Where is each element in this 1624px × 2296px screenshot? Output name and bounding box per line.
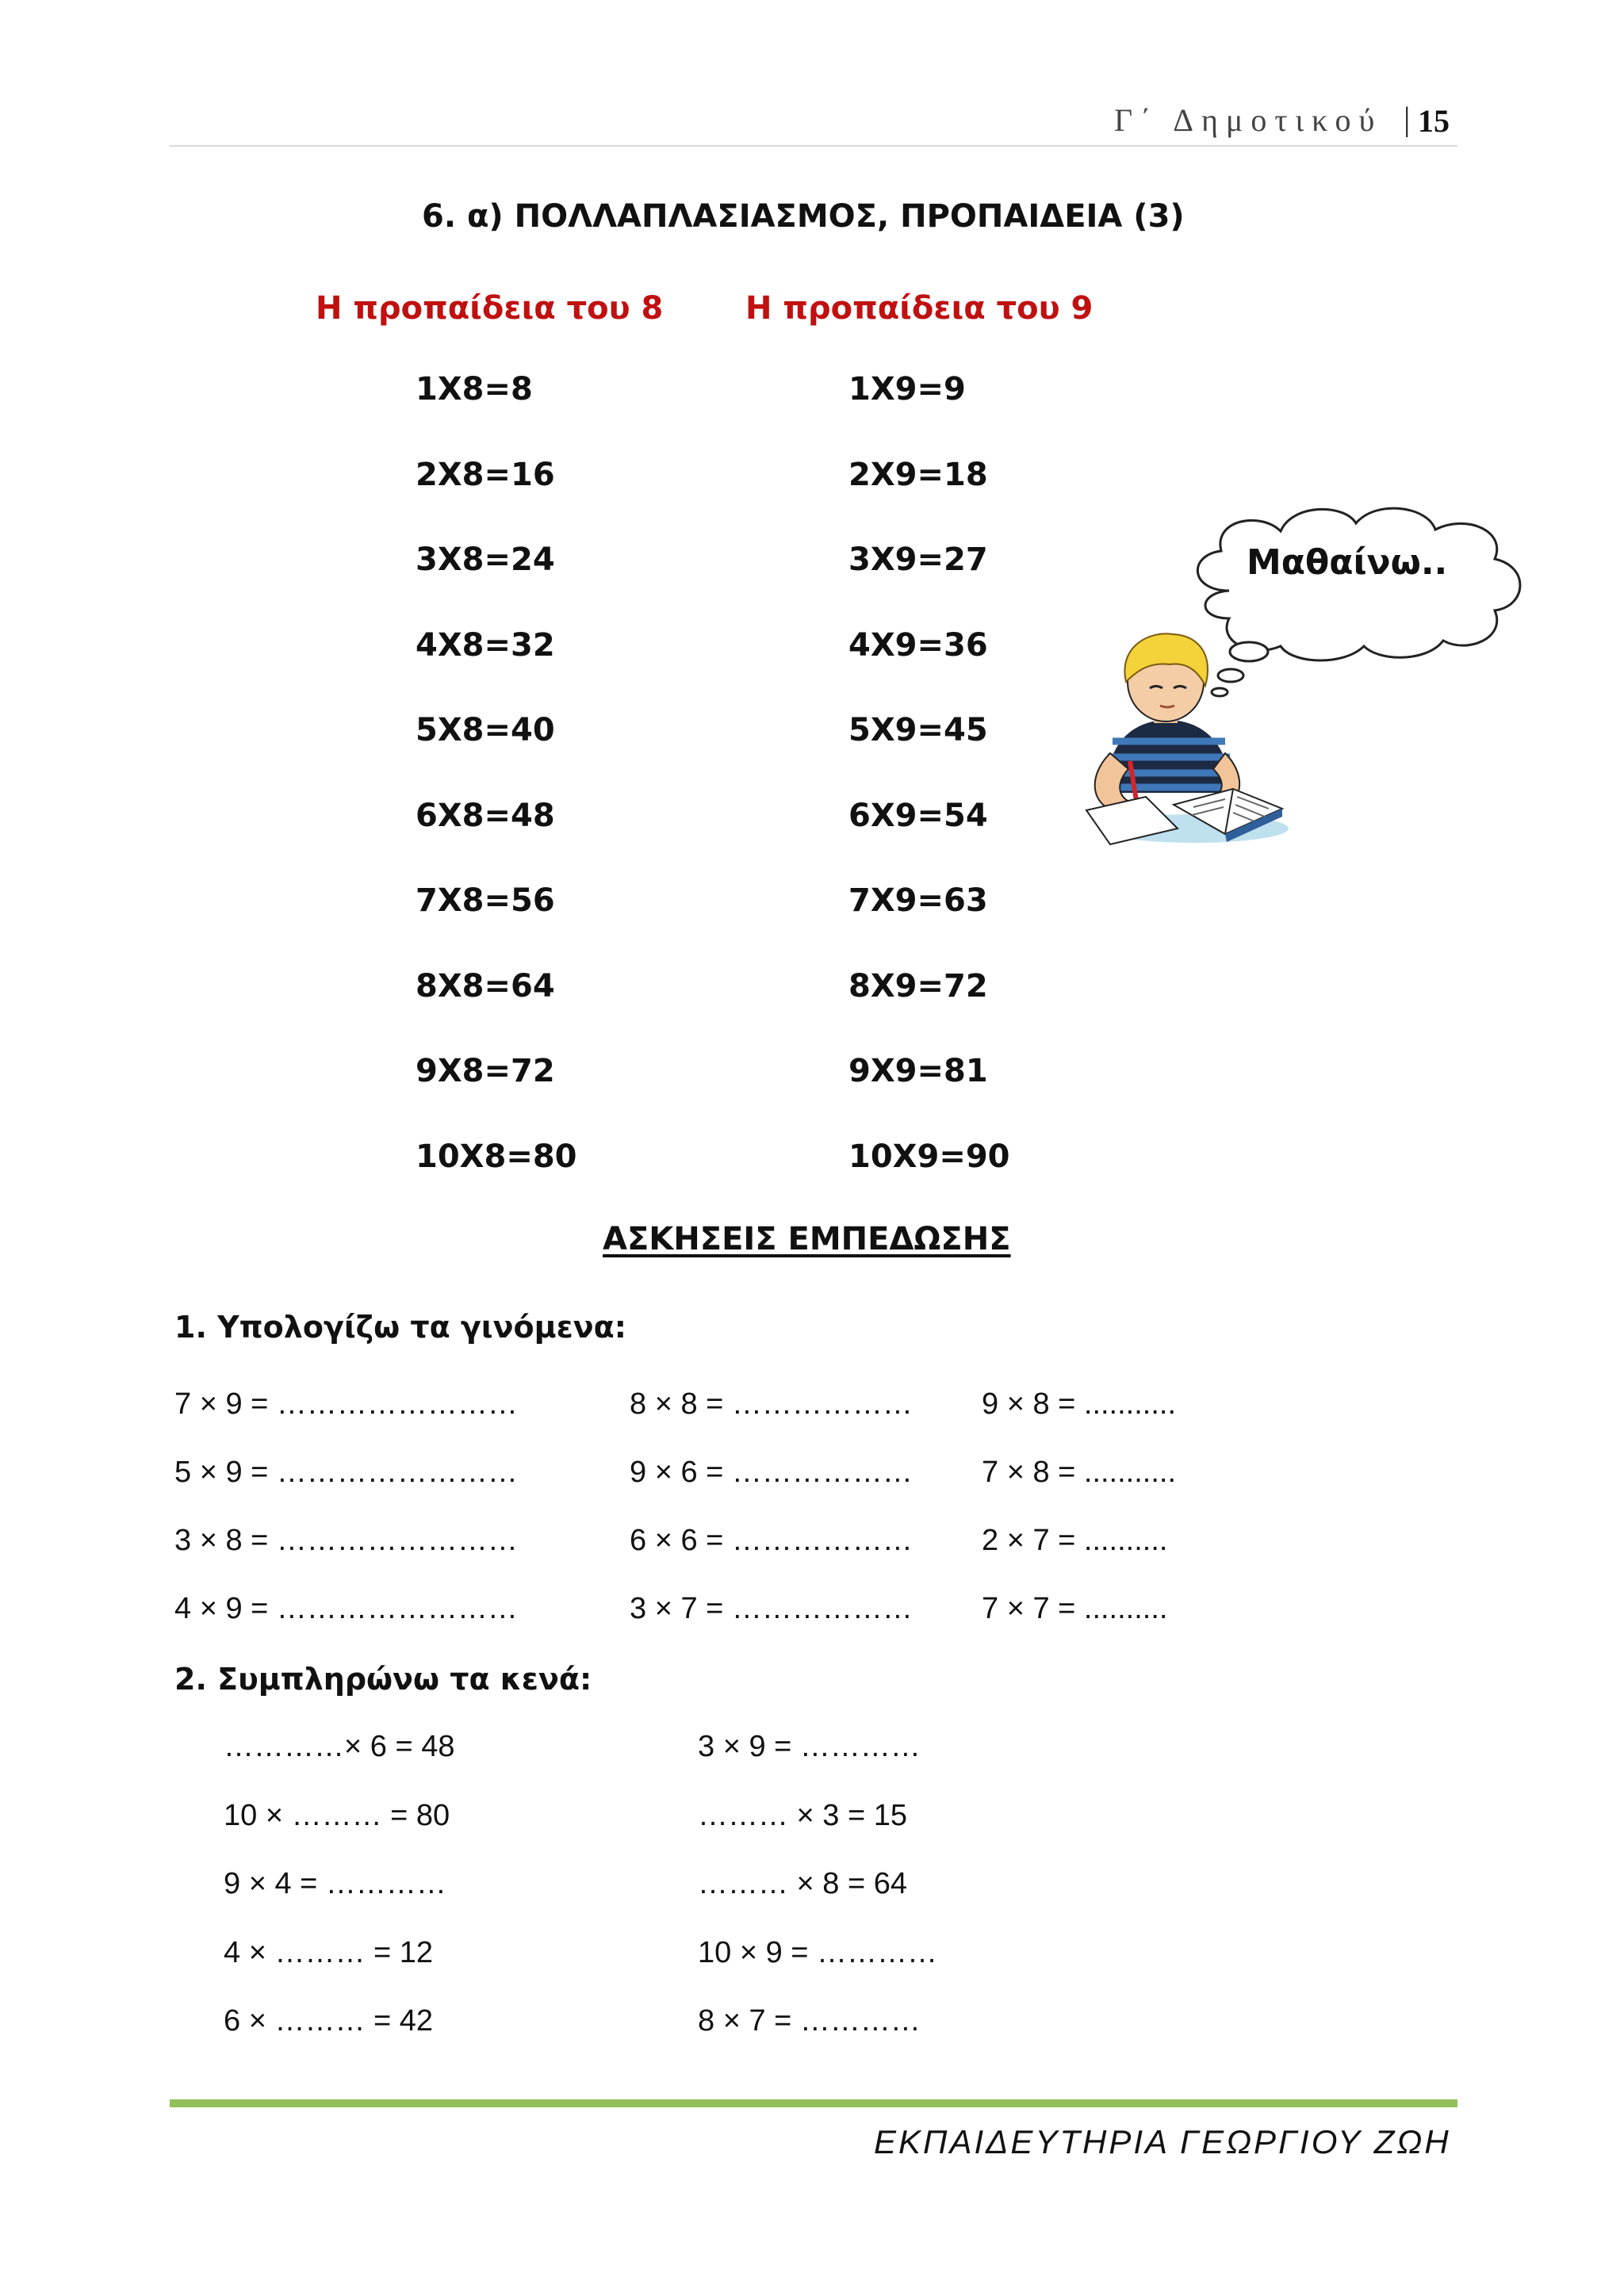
table9-fact: 3Χ9=27 [848, 541, 988, 578]
task2-exercise: …………× 6 = 48 [224, 1730, 455, 1763]
task1-exercise: 9 × 8 = ........... [982, 1387, 1177, 1421]
task2-exercise: 10 × 9 = ………… [698, 1935, 938, 1969]
table8-fact: 7Χ8=56 [416, 882, 555, 919]
table8-fact: 10Χ8=80 [416, 1138, 577, 1175]
task2-exercise: 4 × ……… = 12 [224, 1935, 434, 1969]
task2-exercise: 8 × 7 = ………… [698, 2004, 921, 2038]
table9-fact: 7Χ9=63 [848, 882, 988, 919]
task1-exercise: 7 × 7 = .......... [982, 1592, 1168, 1625]
table8-fact: 5Χ8=40 [416, 712, 555, 748]
task1-exercise: 5 × 9 = …………………… [174, 1456, 518, 1489]
footer-rule [170, 2099, 1457, 2107]
table9-fact: 2Χ9=18 [848, 456, 988, 493]
header-separator: | [1404, 101, 1411, 138]
header-rule [170, 145, 1457, 147]
task1-exercise: 7 × 9 = …………………… [174, 1387, 518, 1421]
task2-exercise: 3 × 9 = ………… [698, 1730, 921, 1763]
task1-exercise: 9 × 6 = ……………… [630, 1456, 913, 1489]
boy-studying-illustration [1074, 626, 1289, 852]
table8-fact: 4Χ8=32 [416, 626, 555, 664]
page-title: 6. α) ΠΟΛΛΑΠΛΑΣΙΑΣΜΟΣ, ΠΡΟΠΑΙΔΕΙΑ (3) [422, 198, 1185, 235]
table9-fact: 9Χ9=81 [848, 1053, 988, 1089]
table8-fact: 2Χ8=16 [416, 456, 555, 493]
task2-label: 2. Συμπληρώνω τα κενά: [174, 1662, 592, 1697]
task1-exercise: 6 × 6 = ……………… [630, 1524, 913, 1557]
task1-exercise: 3 × 8 = …………………… [174, 1524, 518, 1557]
task1-exercise: 2 × 7 = .......... [982, 1524, 1168, 1557]
table9-fact: 1Χ9=9 [848, 371, 966, 408]
task2-exercise: ……… × 3 = 15 [698, 1798, 908, 1832]
table9-fact: 8Χ9=72 [848, 967, 988, 1004]
table8-fact: 6Χ8=48 [416, 797, 555, 834]
task1-label: 1. Υπολογίζω τα γινόμενα: [174, 1310, 626, 1345]
task2-exercise: 10 × ……… = 80 [224, 1798, 450, 1832]
table9-fact: 4Χ9=36 [848, 626, 988, 664]
table8-fact: 1Χ8=8 [416, 371, 533, 408]
footer-text: ΕΚΠΑΙΔΕΥΤΗΡΙΑ ΓΕΩΡΓΙΟΥ ΖΩΗ [874, 2123, 1451, 2160]
page-number: 15 [1418, 103, 1450, 139]
bubble-text: Μαθαίνω.. [1247, 542, 1448, 583]
task2-exercise: 6 × ……… = 42 [224, 2004, 434, 2038]
task1-exercise: 4 × 9 = …………………… [174, 1592, 518, 1625]
header-label: Γ΄ Δημοτικού [1114, 102, 1383, 138]
table8-fact: 8Χ8=64 [416, 967, 555, 1004]
table8-fact: 3Χ8=24 [416, 541, 555, 578]
table8-fact: 9Χ8=72 [416, 1053, 555, 1089]
section-title: ΑΣΚΗΣΕΙΣ ΕΜΠΕΔΩΣΗΣ [603, 1221, 1011, 1257]
task1-exercise: 8 × 8 = ……………… [630, 1387, 913, 1421]
task2-exercise: ……… × 8 = 64 [698, 1867, 908, 1900]
task1-exercise: 3 × 7 = ……………… [630, 1592, 913, 1625]
table8-heading: Η προπαίδεια του 8 [316, 290, 664, 327]
table9-fact: 6Χ9=54 [848, 797, 988, 834]
task1-exercise: 7 × 8 = ........... [982, 1456, 1177, 1489]
table9-fact: 5Χ9=45 [848, 712, 988, 748]
table9-fact: 10Χ9=90 [848, 1138, 1010, 1175]
task2-exercise: 9 × 4 = ………… [224, 1867, 446, 1900]
table9-heading: Η προπαίδεια του 9 [745, 290, 1094, 327]
